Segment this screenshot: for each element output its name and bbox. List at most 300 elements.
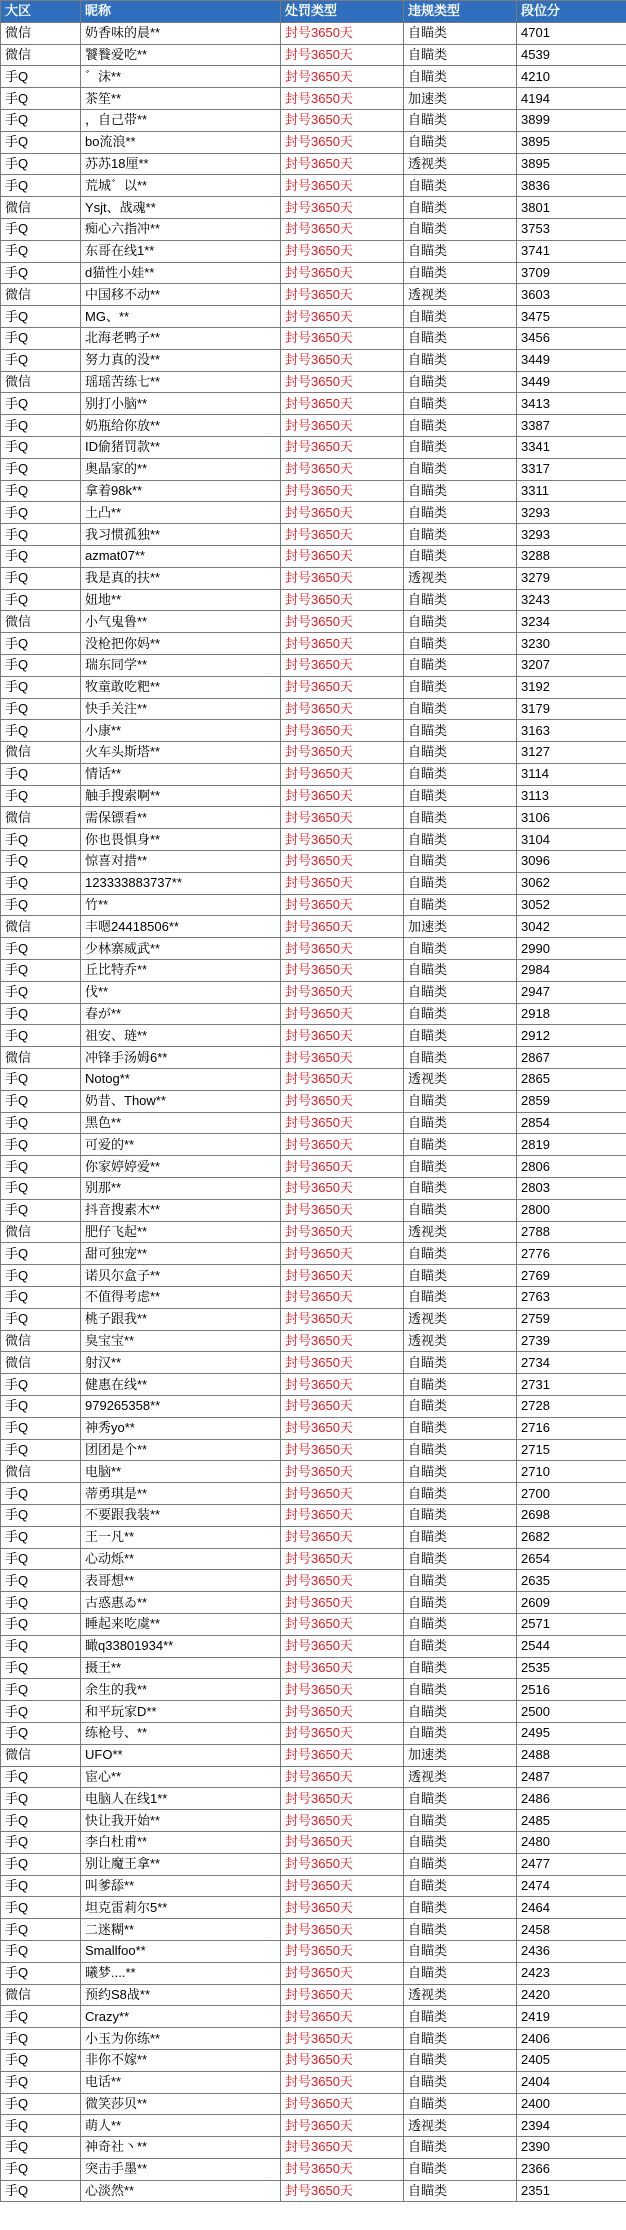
score-cell: 2731: [517, 1374, 626, 1396]
violation-cell: 自瞄类: [404, 807, 517, 829]
region-cell: 手Q: [1, 1853, 81, 1875]
table-row: [1, 916, 626, 938]
nickname-cell: 你家婷婷爱**: [81, 1156, 281, 1178]
table-row: [1, 676, 626, 698]
nickname-cell: 表哥想**: [81, 1570, 281, 1592]
score-cell: 3753: [517, 218, 626, 240]
score-cell: 3709: [517, 262, 626, 284]
violation-cell: 自瞄类: [404, 1722, 517, 1744]
penalty-cell: 封号3650天: [281, 567, 404, 589]
nickname-cell: 丰嗯24418506**: [81, 916, 281, 938]
penalty-cell: 封号3650天: [281, 589, 404, 611]
penalty-cell: 封号3650天: [281, 2049, 404, 2071]
table-row: [1, 981, 626, 1003]
header-violation-type: 违规类型: [404, 1, 517, 23]
table-row: [1, 938, 626, 960]
score-cell: 2635: [517, 1570, 626, 1592]
region-cell: 手Q: [1, 1962, 81, 1984]
nickname-cell: 北海老鸭子**: [81, 327, 281, 349]
score-cell: 2859: [517, 1090, 626, 1112]
score-cell: 3279: [517, 567, 626, 589]
penalty-cell: 封号3650天: [281, 981, 404, 1003]
violation-cell: 自瞄类: [404, 436, 517, 458]
penalty-cell: 封号3650天: [281, 720, 404, 742]
region-cell: 手Q: [1, 567, 81, 589]
score-cell: 3456: [517, 327, 626, 349]
nickname-cell: 苏苏18厘**: [81, 153, 281, 175]
penalty-cell: 封号3650天: [281, 1613, 404, 1635]
nickname-cell: 抖音搜素木**: [81, 1199, 281, 1221]
table-row: [1, 306, 626, 328]
score-cell: 4701: [517, 22, 626, 44]
score-cell: 3341: [517, 436, 626, 458]
violation-cell: 自瞄类: [404, 1178, 517, 1200]
violation-cell: 自瞄类: [404, 2158, 517, 2180]
penalty-cell: 封号3650天: [281, 1831, 404, 1853]
region-cell: 手Q: [1, 2006, 81, 2028]
score-cell: 3192: [517, 676, 626, 698]
nickname-cell: 饕餮爱吃**: [81, 44, 281, 66]
violation-cell: 自瞄类: [404, 1461, 517, 1483]
region-cell: 手Q: [1, 1831, 81, 1853]
table-row: [1, 66, 626, 88]
table-row: [1, 1243, 626, 1265]
penalty-cell: 封号3650天: [281, 1940, 404, 1962]
nickname-cell: 979265358**: [81, 1396, 281, 1418]
nickname-cell: 我是真的扶**: [81, 567, 281, 589]
nickname-cell: 射汉**: [81, 1352, 281, 1374]
score-cell: 2516: [517, 1679, 626, 1701]
region-cell: 手Q: [1, 109, 81, 131]
nickname-cell: 123333883737**: [81, 872, 281, 894]
penalty-cell: 封号3650天: [281, 872, 404, 894]
table-row: [1, 1461, 626, 1483]
violation-cell: 透视类: [404, 1308, 517, 1330]
penalty-cell: 封号3650天: [281, 894, 404, 916]
score-cell: 3895: [517, 153, 626, 175]
region-cell: 微信: [1, 284, 81, 306]
nickname-cell: ゛沫**: [81, 66, 281, 88]
penalty-cell: 封号3650天: [281, 1570, 404, 1592]
penalty-cell: 封号3650天: [281, 458, 404, 480]
region-cell: 手Q: [1, 1526, 81, 1548]
violation-cell: 自瞄类: [404, 415, 517, 437]
violation-cell: 自瞄类: [404, 2137, 517, 2159]
region-cell: 手Q: [1, 153, 81, 175]
region-cell: 手Q: [1, 1134, 81, 1156]
violation-cell: 透视类: [404, 1330, 517, 1352]
score-cell: 2609: [517, 1592, 626, 1614]
nickname-cell: 黑色**: [81, 1112, 281, 1134]
nickname-cell: 快让我开始**: [81, 1810, 281, 1832]
header-penalty-type: 处罚类型: [281, 1, 404, 23]
table-row: [1, 698, 626, 720]
region-cell: 手Q: [1, 436, 81, 458]
nickname-cell: UFO**: [81, 1744, 281, 1766]
violation-cell: 自瞄类: [404, 1570, 517, 1592]
nickname-cell: 肥仔飞起**: [81, 1221, 281, 1243]
penalty-cell: 封号3650天: [281, 1090, 404, 1112]
score-cell: 3836: [517, 175, 626, 197]
violation-cell: 自瞄类: [404, 1548, 517, 1570]
nickname-cell: 触手搜索啊**: [81, 785, 281, 807]
nickname-cell: 瑶瑶苦练七**: [81, 371, 281, 393]
nickname-cell: 叫爹舔**: [81, 1875, 281, 1897]
region-cell: 手Q: [1, 676, 81, 698]
penalty-cell: 封号3650天: [281, 1003, 404, 1025]
score-cell: 2477: [517, 1853, 626, 1875]
penalty-cell: 封号3650天: [281, 1853, 404, 1875]
penalty-cell: 封号3650天: [281, 807, 404, 829]
violation-cell: 透视类: [404, 567, 517, 589]
region-cell: 手Q: [1, 2028, 81, 2050]
region-cell: 手Q: [1, 502, 81, 524]
table-row: [1, 153, 626, 175]
region-cell: 手Q: [1, 2071, 81, 2093]
region-cell: 手Q: [1, 1308, 81, 1330]
violation-cell: 自瞄类: [404, 654, 517, 676]
region-cell: 手Q: [1, 1548, 81, 1570]
nickname-cell: 诺贝尔盒子**: [81, 1265, 281, 1287]
violation-cell: 自瞄类: [404, 1352, 517, 1374]
violation-cell: 透视类: [404, 1766, 517, 1788]
violation-cell: 自瞄类: [404, 2006, 517, 2028]
penalty-cell: 封号3650天: [281, 2137, 404, 2159]
table-row: [1, 1112, 626, 1134]
table-row: [1, 1374, 626, 1396]
violation-cell: 自瞄类: [404, 981, 517, 1003]
table-row: [1, 1744, 626, 1766]
table-row: [1, 22, 626, 44]
penalty-cell: 封号3650天: [281, 1134, 404, 1156]
penalty-cell: 封号3650天: [281, 502, 404, 524]
violation-cell: 自瞄类: [404, 197, 517, 219]
violation-cell: 自瞄类: [404, 131, 517, 153]
region-cell: 手Q: [1, 2049, 81, 2071]
score-cell: 3387: [517, 415, 626, 437]
violation-cell: 自瞄类: [404, 1090, 517, 1112]
region-cell: 手Q: [1, 66, 81, 88]
table-row: [1, 1526, 626, 1548]
nickname-cell: 别那**: [81, 1178, 281, 1200]
violation-cell: 自瞄类: [404, 938, 517, 960]
nickname-cell: 突击手墨**: [81, 2158, 281, 2180]
table-row: [1, 327, 626, 349]
nickname-cell: 小康**: [81, 720, 281, 742]
region-cell: 手Q: [1, 1679, 81, 1701]
nickname-cell: 荒城゛以**: [81, 175, 281, 197]
table-row: [1, 1330, 626, 1352]
table-row: [1, 1287, 626, 1309]
nickname-cell: 余生的我**: [81, 1679, 281, 1701]
table-row: [1, 1308, 626, 1330]
score-cell: 2918: [517, 1003, 626, 1025]
nickname-cell: 快手关注**: [81, 698, 281, 720]
score-cell: 3052: [517, 894, 626, 916]
nickname-cell: 坦克雷莉尔5**: [81, 1897, 281, 1919]
nickname-cell: Notog**: [81, 1069, 281, 1091]
score-cell: 2984: [517, 960, 626, 982]
region-cell: 手Q: [1, 349, 81, 371]
score-cell: 2420: [517, 1984, 626, 2006]
penalty-cell: 封号3650天: [281, 1919, 404, 1941]
table-row: [1, 1875, 626, 1897]
region-cell: 手Q: [1, 458, 81, 480]
penalty-cell: 封号3650天: [281, 197, 404, 219]
nickname-cell: Crazy**: [81, 2006, 281, 2028]
table-row: [1, 1069, 626, 1091]
score-cell: 3895: [517, 131, 626, 153]
region-cell: 手Q: [1, 480, 81, 502]
penalty-cell: 封号3650天: [281, 1635, 404, 1657]
header-nickname: 昵称: [81, 1, 281, 23]
violation-cell: 自瞄类: [404, 1047, 517, 1069]
nickname-cell: 不值得考虑**: [81, 1287, 281, 1309]
penalty-cell: 封号3650天: [281, 1461, 404, 1483]
region-cell: 手Q: [1, 1722, 81, 1744]
score-cell: 3114: [517, 763, 626, 785]
violation-cell: 自瞄类: [404, 66, 517, 88]
nickname-cell: 情话**: [81, 763, 281, 785]
table-row: [1, 1178, 626, 1200]
penalty-cell: 封号3650天: [281, 1221, 404, 1243]
violation-cell: 加速类: [404, 1744, 517, 1766]
violation-cell: 自瞄类: [404, 1875, 517, 1897]
nickname-cell: 电脑人在线1**: [81, 1788, 281, 1810]
violation-cell: 自瞄类: [404, 1635, 517, 1657]
region-cell: 手Q: [1, 545, 81, 567]
region-cell: 微信: [1, 611, 81, 633]
table-row: [1, 567, 626, 589]
region-cell: 手Q: [1, 654, 81, 676]
penalty-cell: 封号3650天: [281, 916, 404, 938]
penalty-cell: 封号3650天: [281, 240, 404, 262]
nickname-cell: bo流浪**: [81, 131, 281, 153]
region-cell: 手Q: [1, 2093, 81, 2115]
nickname-cell: ，自己带**: [81, 109, 281, 131]
penalty-cell: 封号3650天: [281, 698, 404, 720]
nickname-cell: 二迷糊**: [81, 1919, 281, 1941]
nickname-cell: 祖安、琏**: [81, 1025, 281, 1047]
nickname-cell: 少林寨威武**: [81, 938, 281, 960]
score-cell: 3475: [517, 306, 626, 328]
table-row: [1, 894, 626, 916]
violation-cell: 自瞄类: [404, 633, 517, 655]
score-cell: 2400: [517, 2093, 626, 2115]
score-cell: 3127: [517, 742, 626, 764]
nickname-cell: 土凸**: [81, 502, 281, 524]
table-row: [1, 436, 626, 458]
score-cell: 2419: [517, 2006, 626, 2028]
penalty-cell: 封号3650天: [281, 1810, 404, 1832]
penalty-cell: 封号3650天: [281, 1788, 404, 1810]
region-cell: 手Q: [1, 415, 81, 437]
violation-cell: 自瞄类: [404, 44, 517, 66]
region-cell: 手Q: [1, 1919, 81, 1941]
score-cell: 3096: [517, 851, 626, 873]
violation-cell: 自瞄类: [404, 1962, 517, 1984]
penalty-cell: 封号3650天: [281, 327, 404, 349]
nickname-cell: 奶昔、Thow**: [81, 1090, 281, 1112]
region-cell: 微信: [1, 197, 81, 219]
table-row: [1, 1483, 626, 1505]
nickname-cell: 心淡然**: [81, 2180, 281, 2202]
nickname-cell: 需保镖看**: [81, 807, 281, 829]
table-row: [1, 480, 626, 502]
region-cell: 微信: [1, 371, 81, 393]
violation-cell: 自瞄类: [404, 1003, 517, 1025]
penalty-cell: 封号3650天: [281, 611, 404, 633]
violation-cell: 自瞄类: [404, 1504, 517, 1526]
penalty-cell: 封号3650天: [281, 88, 404, 110]
violation-cell: 自瞄类: [404, 1853, 517, 1875]
nickname-cell: 健惠在线**: [81, 1374, 281, 1396]
region-cell: 手Q: [1, 1178, 81, 1200]
score-cell: 3042: [517, 916, 626, 938]
header-region: 大区: [1, 1, 81, 23]
nickname-cell: 古惑惠ゐ**: [81, 1592, 281, 1614]
region-cell: 手Q: [1, 175, 81, 197]
violation-cell: 自瞄类: [404, 1199, 517, 1221]
violation-cell: 透视类: [404, 2115, 517, 2137]
violation-cell: 透视类: [404, 153, 517, 175]
nickname-cell: 和平玩家D**: [81, 1701, 281, 1723]
region-cell: 手Q: [1, 240, 81, 262]
penalty-cell: 封号3650天: [281, 1766, 404, 1788]
score-cell: 3163: [517, 720, 626, 742]
table-row: [1, 415, 626, 437]
penalty-cell: 封号3650天: [281, 44, 404, 66]
nickname-cell: 电话**: [81, 2071, 281, 2093]
table-row: [1, 1199, 626, 1221]
penalty-cell: 封号3650天: [281, 960, 404, 982]
region-cell: 微信: [1, 1330, 81, 1352]
nickname-cell: 小气鬼鲁**: [81, 611, 281, 633]
region-cell: 手Q: [1, 589, 81, 611]
region-cell: 手Q: [1, 938, 81, 960]
penalty-cell: 封号3650天: [281, 1178, 404, 1200]
table-row: [1, 218, 626, 240]
score-cell: 2405: [517, 2049, 626, 2071]
table-row: [1, 1679, 626, 1701]
score-cell: 2458: [517, 1919, 626, 1941]
table-row: [1, 2028, 626, 2050]
region-cell: 微信: [1, 742, 81, 764]
violation-cell: 自瞄类: [404, 1112, 517, 1134]
penalty-cell: 封号3650天: [281, 1439, 404, 1461]
nickname-cell: 别让魔王拿**: [81, 1853, 281, 1875]
region-cell: 手Q: [1, 1810, 81, 1832]
region-cell: 手Q: [1, 1483, 81, 1505]
penalty-cell: 封号3650天: [281, 633, 404, 655]
score-cell: 2715: [517, 1439, 626, 1461]
score-cell: 3801: [517, 197, 626, 219]
penalty-cell: 封号3650天: [281, 218, 404, 240]
region-cell: 微信: [1, 1221, 81, 1243]
score-cell: 3207: [517, 654, 626, 676]
violation-cell: 自瞄类: [404, 829, 517, 851]
penalty-cell: 封号3650天: [281, 938, 404, 960]
score-cell: 2865: [517, 1069, 626, 1091]
violation-cell: 自瞄类: [404, 480, 517, 502]
table-row: [1, 763, 626, 785]
score-cell: 2990: [517, 938, 626, 960]
header-row: [1, 1, 626, 23]
score-cell: 2351: [517, 2180, 626, 2202]
region-cell: 手Q: [1, 698, 81, 720]
table-row: [1, 2006, 626, 2028]
table-row: [1, 197, 626, 219]
score-cell: 4194: [517, 88, 626, 110]
score-cell: 2486: [517, 1788, 626, 1810]
nickname-cell: 努力真的没**: [81, 349, 281, 371]
penalty-cell: 封号3650天: [281, 480, 404, 502]
table-row: [1, 1897, 626, 1919]
score-cell: 3288: [517, 545, 626, 567]
table-row: [1, 1766, 626, 1788]
violation-cell: 自瞄类: [404, 1417, 517, 1439]
penalty-cell: 封号3650天: [281, 349, 404, 371]
nickname-cell: 茶笙**: [81, 88, 281, 110]
violation-cell: 自瞄类: [404, 1374, 517, 1396]
score-cell: 3179: [517, 698, 626, 720]
penalty-cell: 封号3650天: [281, 415, 404, 437]
table-row: [1, 654, 626, 676]
violation-cell: 自瞄类: [404, 218, 517, 240]
score-cell: 3741: [517, 240, 626, 262]
violation-cell: 自瞄类: [404, 109, 517, 131]
violation-cell: 自瞄类: [404, 1831, 517, 1853]
region-cell: 微信: [1, 44, 81, 66]
nickname-cell: 李白杜甫**: [81, 1831, 281, 1853]
score-cell: 2867: [517, 1047, 626, 1069]
nickname-cell: MG、**: [81, 306, 281, 328]
score-cell: 2488: [517, 1744, 626, 1766]
violation-cell: 自瞄类: [404, 393, 517, 415]
table-row: [1, 872, 626, 894]
penalty-cell: 封号3650天: [281, 175, 404, 197]
table-row: [1, 1221, 626, 1243]
table-row: [1, 349, 626, 371]
violation-cell: 自瞄类: [404, 611, 517, 633]
penalty-cell: 封号3650天: [281, 1897, 404, 1919]
score-cell: 2571: [517, 1613, 626, 1635]
penalty-cell: 封号3650天: [281, 524, 404, 546]
table-row: [1, 1788, 626, 1810]
table-row: [1, 1090, 626, 1112]
violation-cell: 透视类: [404, 1221, 517, 1243]
region-cell: 手Q: [1, 2115, 81, 2137]
table-row: [1, 2049, 626, 2071]
nickname-cell: 电脑**: [81, 1461, 281, 1483]
nickname-cell: 王一凡**: [81, 1526, 281, 1548]
nickname-cell: 睡起来吃虞**: [81, 1613, 281, 1635]
region-cell: 微信: [1, 1461, 81, 1483]
table-row: [1, 1635, 626, 1657]
penalty-cell: 封号3650天: [281, 109, 404, 131]
violation-cell: 自瞄类: [404, 1788, 517, 1810]
score-cell: 3603: [517, 284, 626, 306]
table-row: [1, 524, 626, 546]
score-cell: 2394: [517, 2115, 626, 2137]
violation-cell: 自瞄类: [404, 676, 517, 698]
region-cell: 手Q: [1, 393, 81, 415]
penalty-cell: 封号3650天: [281, 1330, 404, 1352]
nickname-cell: 中国移不动**: [81, 284, 281, 306]
violation-cell: 自瞄类: [404, 1526, 517, 1548]
score-cell: 2436: [517, 1940, 626, 1962]
table-body: [1, 22, 626, 2202]
